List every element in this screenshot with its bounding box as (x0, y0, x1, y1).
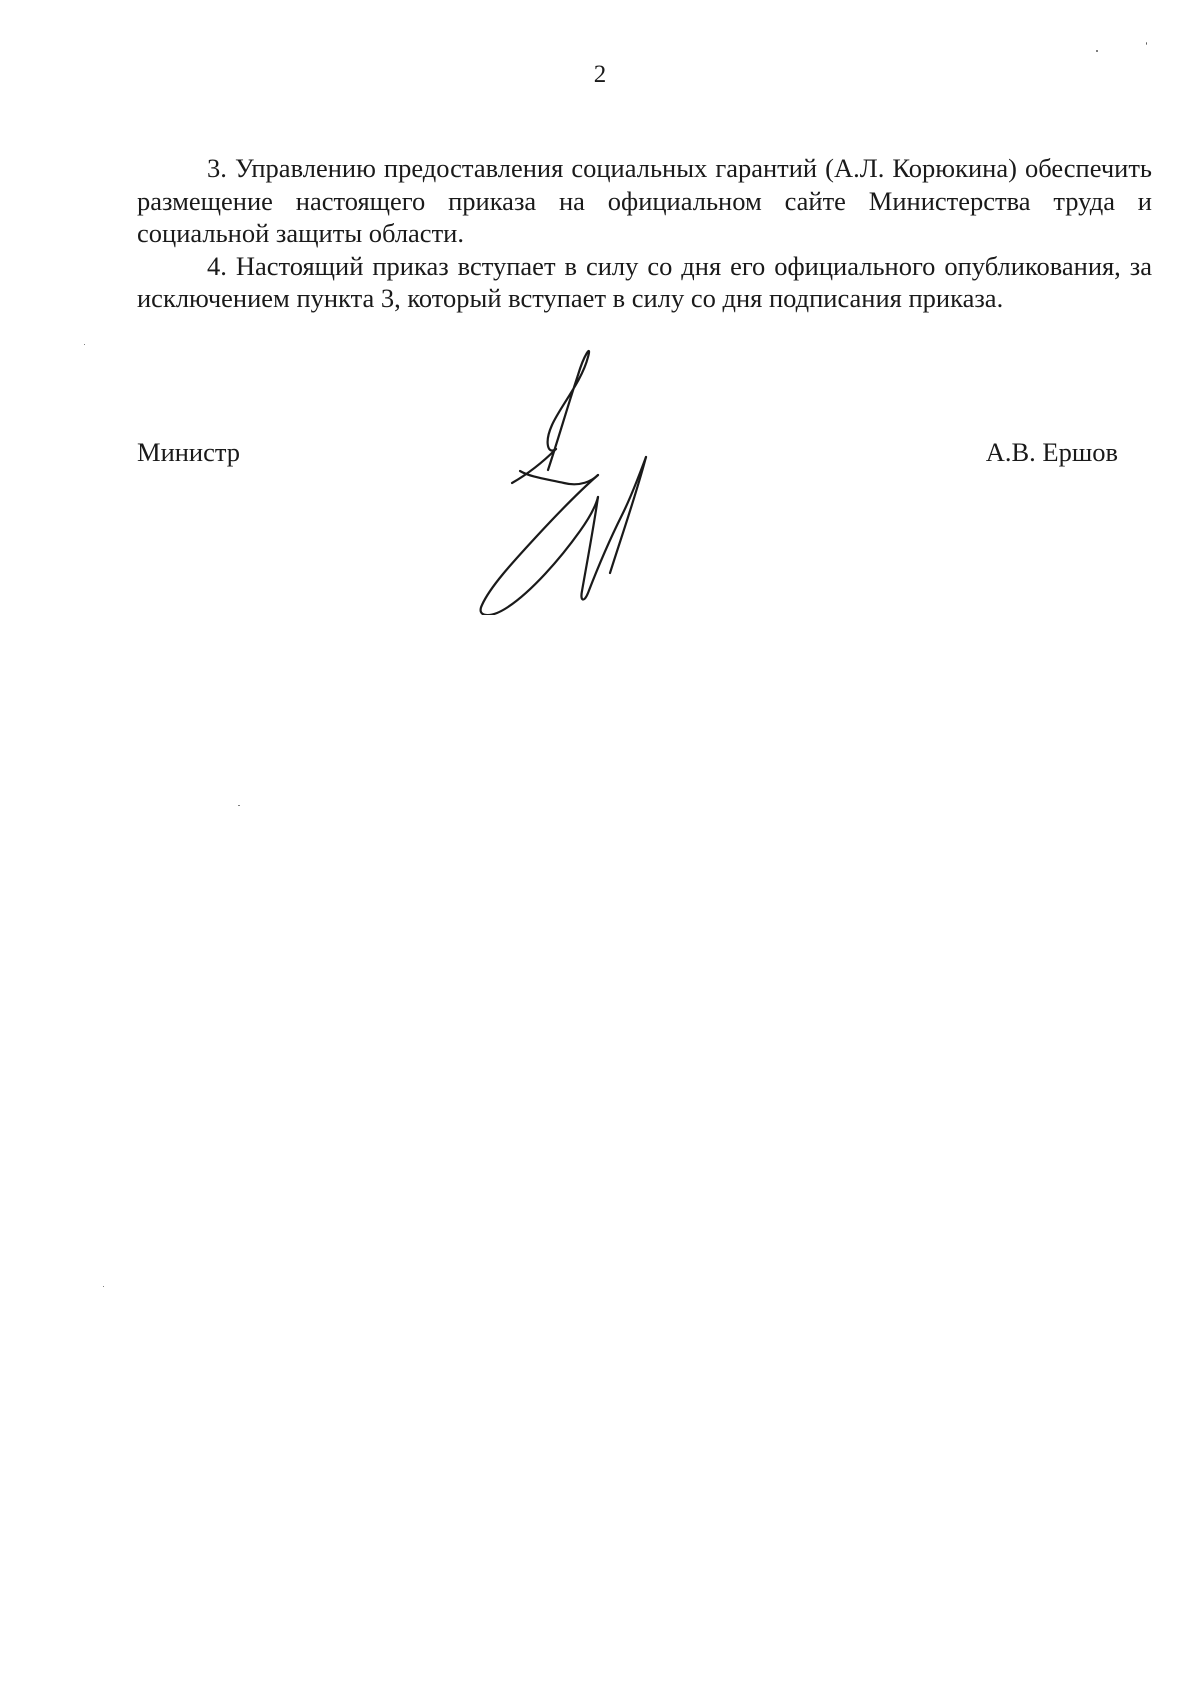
document-body (137, 152, 1152, 315)
paragraph-item-3: 3. Управлению предоставления социальных гарантий (А.Л. Корюкина) обеспечить размещение настоящего приказа на официальном сайте Министерства труда и социальной защиты области. (137, 153, 1152, 248)
scan-speck (84, 344, 85, 345)
handwritten-signature (460, 345, 700, 615)
page-number: 2 (593, 61, 607, 88)
signatory-role: Министр (137, 437, 241, 467)
scan-speck (1146, 42, 1147, 45)
paragraph-item-4: 4. Настоящий приказ вступает в силу со дня его официального опубликования, за исключением пункта 3, который вступает в силу со дня подписания приказа. (137, 250, 1152, 313)
signatory-name: А.В. Ершов (985, 437, 1118, 467)
scan-speck (1096, 50, 1098, 52)
scan-speck (103, 1286, 104, 1287)
scan-speck (238, 805, 240, 806)
